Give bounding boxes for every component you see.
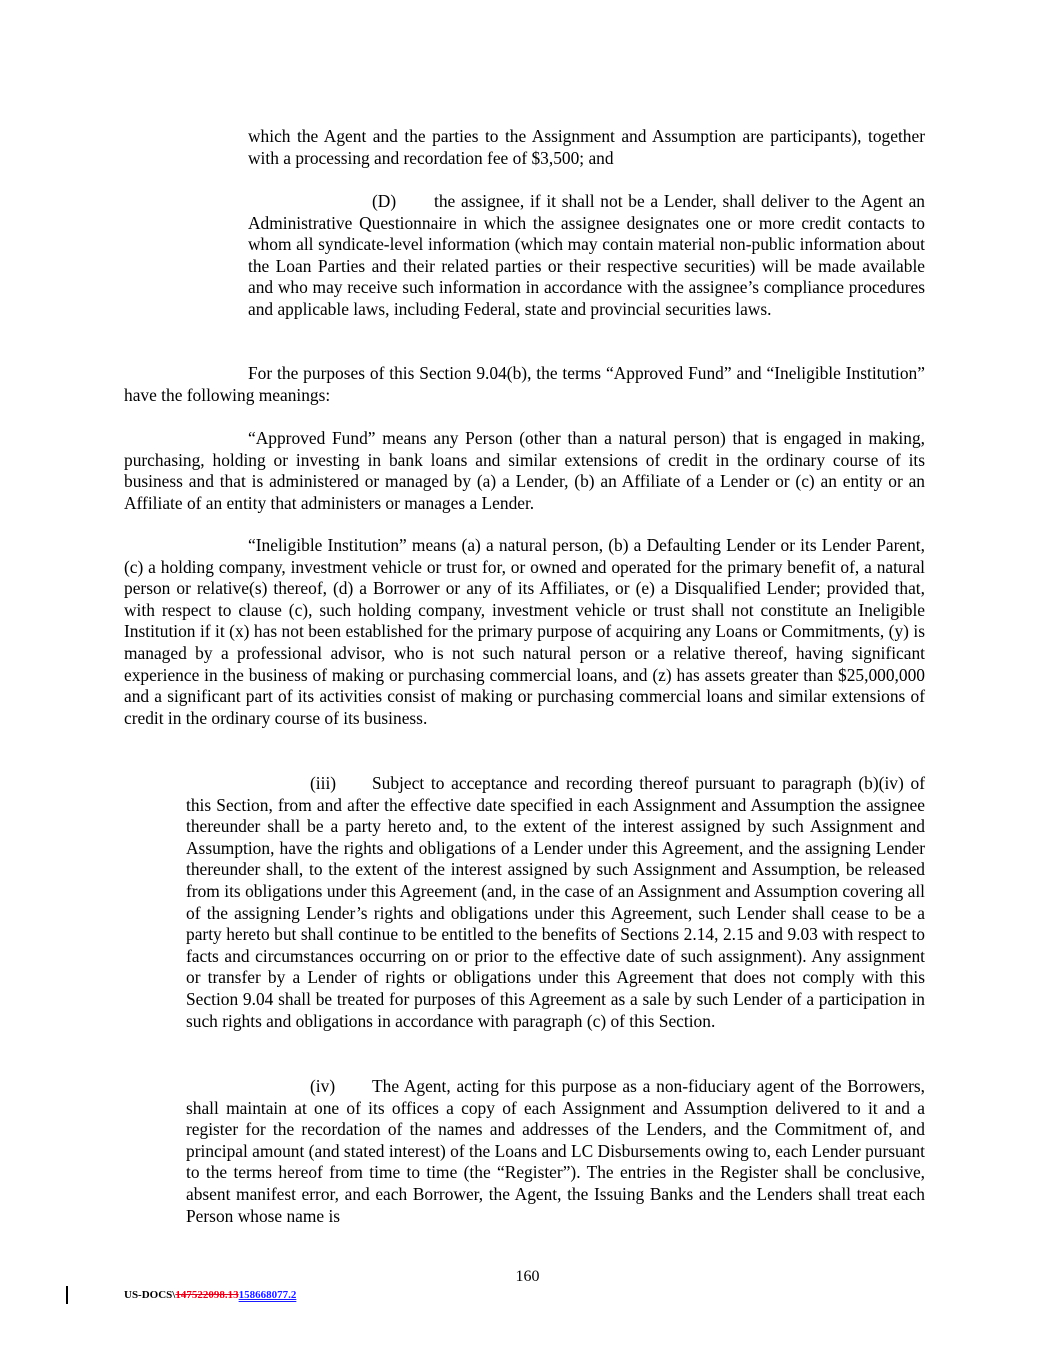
section-reference: Section 9.04(b) (419, 363, 528, 383)
footer-deleted-id: 147522098.13 (175, 1289, 239, 1301)
defined-term: Register (504, 1162, 563, 1183)
section-reference: 2.15 (722, 924, 754, 945)
paragraph-clause-iii: (iii) Subject to acceptance and recording thereof pursuant to paragraph (b)(iv) of this Section, from and after the effective date specified in each Assignment and Assumption the assignee thereunder shall be a party hereto and, to the extent of the interest assigned by such Assignment and Assumption, have the rights and obligations of a Lender under this Agreement, and the assigning Lender thereunder shall, to the extent of the interest assigned by such Assignment and Assumption, be released from its obligations under this Agreement (and, in the case of an Assignment and Assumption covering all of the assigning Lender’s rights and obligations under this Agreement, such Lender shall cease to be a party hereto but shall continue to be entitled to the benefits of Sections 2.14, 2.15 and 9.03 with respect to facts and circumstances occurring on or prior to the effective date of such assignment). Any assignment or transfer by a Lender of rights or obligations under this Agreement that does not comply with this Section 9.04 shall be treated for purposes of this Agreement as a sale by such Lender of a participation in such rights and obligations in accordance with paragraph (c) of this Section. (186, 773, 925, 1031)
paragraph-continuation: which the Agent and the parties to the Assignment and Assumption are participants), together with a processing and recordation fee of $3,500; and (248, 126, 925, 168)
footer-prefix: US-DOCS\ (124, 1289, 176, 1301)
definition-ineligible-institution: “Ineligible Institution” means (a) a natural person, (b) a Defaulting Lender or its Lender Parent, (c) a holding company, investment vehicle or trust for, or owned and operated for the primary benefit of, a natural person or relative(s) thereof, (d) a Borrower or any of its Affiliates, or (e) a Disqualified Lender; provided that, with respect to clause (c), such holding company, investment vehicle or trust shall not constitute an Ineligible Institution if it (x) has not been established for the primary purpose of acquiring any Loans or Commitments, (y) is managed by a professional advisor, who is not such natural person or a relative thereof, having significant experience in the business of making or purchasing commercial loans, and (z) has assets greater than $25,000,000 and a significant part of its activities consist of making or purchasing commercial loans and similar extensions of credit in the ordinary course of its business. (124, 535, 925, 728)
provided-term: provided (826, 578, 889, 599)
section-reference: Section 9.04 (186, 988, 274, 1009)
paragraph-clause-iv: (iv) The Agent, acting for this purpose as a non-fiduciary agent of the Borrowers, shall maintain at one of its offices a copy of each Assignment and Assumption delivered to it and a register for the recordation of the names and addresses of the Lenders, and the Commitment of, and principal amount (and stated interest) of the Loans and LC Disbursements owing to, each Lender pursuant to the terms hereof from time to time (the “Register”). The entries in the Register shall be conclusive, absent manifest error, and each Borrower, the Agent, the Issuing Banks and the Lenders shall treat each Person whose name is (186, 1076, 926, 1226)
clause-label: (D) (372, 191, 397, 211)
section-reference: Sections 2.14 (620, 924, 715, 945)
defined-term: Ineligible Institution (255, 535, 400, 555)
paragraph-definitions-intro: For the purposes of this Section 9.04(b), the terms “Approved Fund” and “Ineligible Institution” have the following meanings: (124, 363, 925, 405)
paragraph-clause-d: (D) the assignee, if it shall not be a Lender, shall deliver to the Agent an Administrative Questionnaire in which the assignee designates one or more credit contacts to whom all syndicate-level information (which may contain material non-public information about the Loan Parties and their related parties or their respective securities) will be made available and who may receive such information in accordance with the assignee’s compliance procedures and applicable laws, including Federal, state and provincial securities laws. (248, 191, 925, 319)
footer-inserted-id: 158668077.2 (238, 1289, 297, 1301)
section-reference: 9.03 (787, 924, 818, 945)
page-number: 160 (515, 1268, 540, 1285)
change-bar (66, 1286, 68, 1304)
clause-label: (iii) (310, 773, 337, 793)
defined-term: Ineligible Institution (774, 363, 918, 383)
defined-term: Approved Fund (255, 428, 368, 448)
document-footer (124, 1289, 296, 1301)
section-reference: paragraph (b)(iv) (782, 773, 904, 793)
definition-approved-fund: “Approved Fund” means any Person (other than a natural person) that is engaged in making, purchasing, holding or investing in bank loans and similar extensions of credit in the ordinary course of its business and that is administered or managed by (a) a Lender, (b) an Affiliate of a Lender or (c) an entity or an Affiliate of an entity that administers or manages a Lender. (124, 428, 926, 513)
defined-term: Approved Fund (613, 363, 724, 383)
clause-label: (iv) (310, 1076, 336, 1096)
